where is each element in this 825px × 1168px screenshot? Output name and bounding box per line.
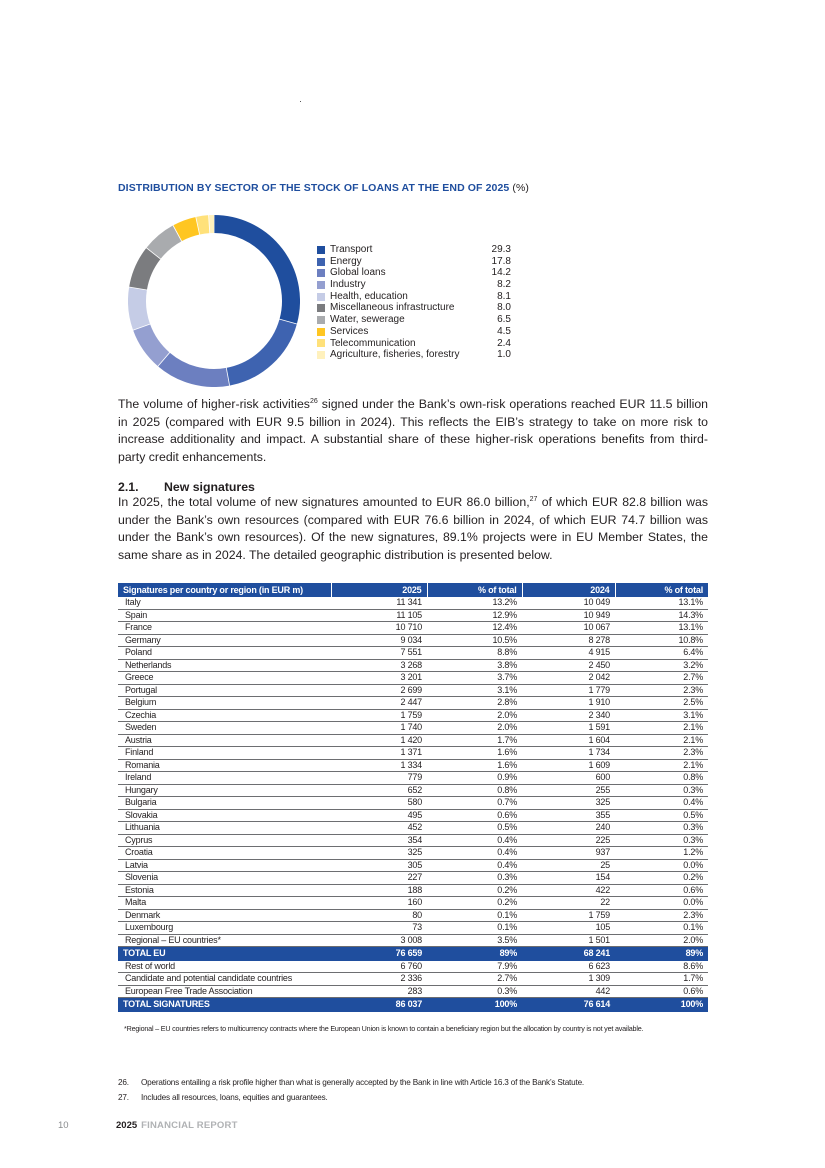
legend-item (317, 349, 511, 361)
table-cell: 10.8% (615, 634, 708, 647)
row-label: Spain (118, 609, 331, 622)
table-cell: 22 (522, 897, 615, 910)
row-label: Germany (118, 634, 331, 647)
table-row (118, 934, 708, 947)
table-cell: 1 759 (331, 709, 427, 722)
row-label: TOTAL SIGNATURES (118, 998, 331, 1012)
table-cell: 0.3% (615, 784, 708, 797)
table-cell: 1 591 (522, 722, 615, 735)
stray-dot (300, 101, 301, 102)
table-cell: 1 779 (522, 684, 615, 697)
row-label: Ireland (118, 772, 331, 785)
table-cell: 495 (331, 809, 427, 822)
table-cell: 10 049 (522, 597, 615, 609)
table-cell: 3.2% (615, 659, 708, 672)
table-cell: 1 371 (331, 747, 427, 760)
column-header: 2024 (522, 583, 615, 597)
table-cell: 0.8% (427, 784, 522, 797)
table-cell: 8.6% (615, 960, 708, 973)
table-cell: 1 420 (331, 734, 427, 747)
table-cell: 154 (522, 872, 615, 885)
legend-swatch (317, 246, 325, 254)
table-cell: 12.4% (427, 622, 522, 635)
row-label: Belgium (118, 697, 331, 710)
table-cell: 0.6% (615, 985, 708, 998)
table-cell: 100% (615, 998, 708, 1012)
section-title: New signatures (164, 480, 255, 494)
row-label: Portugal (118, 684, 331, 697)
table-cell: 8 278 (522, 634, 615, 647)
sector-donut-chart (128, 215, 300, 387)
table-cell: 3.7% (427, 672, 522, 685)
table-cell: 354 (331, 834, 427, 847)
table-cell: 0.3% (427, 872, 522, 885)
table-cell: 2 447 (331, 697, 427, 710)
row-label: Cyprus (118, 834, 331, 847)
table-cell: 73 (331, 922, 427, 935)
table-cell: 160 (331, 897, 427, 910)
row-label: Croatia (118, 847, 331, 860)
legend-swatch (317, 258, 325, 266)
table-cell: 1.2% (615, 847, 708, 860)
table-cell: 13.1% (615, 597, 708, 609)
legend-item (317, 314, 511, 326)
table-cell: 305 (331, 859, 427, 872)
table-row (118, 734, 708, 747)
row-label: Estonia (118, 884, 331, 897)
table-cell: 355 (522, 809, 615, 822)
row-label: Sweden (118, 722, 331, 735)
legend-item (317, 244, 511, 256)
legend-item (317, 256, 511, 268)
table-cell: 1.7% (615, 973, 708, 986)
table-cell: 8.8% (427, 647, 522, 660)
paragraph-text: In 2025, the total volume of new signatures amounted to EUR 86.0 billion, (118, 495, 530, 509)
column-header-country: Signatures per country or region (in EUR m) (118, 583, 331, 597)
table-cell: 3 268 (331, 659, 427, 672)
table-row (118, 709, 708, 722)
table-cell: 2 042 (522, 672, 615, 685)
table-cell: 2 450 (522, 659, 615, 672)
table-row (118, 809, 708, 822)
page-number: 10 (58, 1120, 69, 1131)
table-cell: 1 604 (522, 734, 615, 747)
row-label: Czechia (118, 709, 331, 722)
donut-slice-energy (228, 322, 288, 377)
table-row (118, 847, 708, 860)
table-cell: 2.0% (615, 934, 708, 947)
table-cell: 225 (522, 834, 615, 847)
table-cell: 0.5% (615, 809, 708, 822)
table-cell: 10 067 (522, 622, 615, 635)
total-signatures-row (118, 998, 708, 1012)
table-cell: 10.5% (427, 634, 522, 647)
footer-title: FINANCIAL REPORT (141, 1120, 238, 1131)
table-row (118, 834, 708, 847)
table-cell: 2.7% (427, 973, 522, 986)
table-cell: 3 201 (331, 672, 427, 685)
table-cell: 3.5% (427, 934, 522, 947)
table-row (118, 797, 708, 810)
column-header: 2025 (331, 583, 427, 597)
row-label: Finland (118, 747, 331, 760)
legend-value: 8.1 (497, 290, 511, 302)
column-header: % of total (615, 583, 708, 597)
table-cell: 0.6% (427, 809, 522, 822)
table-cell: 3.8% (427, 659, 522, 672)
table-cell: 0.9% (427, 772, 522, 785)
table-cell: 1 609 (522, 759, 615, 772)
legend-value: 1.0 (497, 349, 511, 361)
table-cell: 1.6% (427, 747, 522, 760)
legend-label: Industry (330, 279, 366, 291)
legend-value: 29.3 (491, 244, 511, 255)
table-row (118, 897, 708, 910)
table-cell: 3 008 (331, 934, 427, 947)
donut-slice-water-sewerage (153, 233, 177, 253)
table-cell: 1 759 (522, 909, 615, 922)
donut-slice-health-education (137, 288, 142, 327)
table-cell: 76 659 (331, 947, 427, 961)
legend-swatch (317, 339, 325, 347)
paragraph-new-signatures (118, 494, 708, 564)
row-label: European Free Trade Association (118, 985, 331, 998)
table-cell: 442 (522, 985, 615, 998)
table-cell: 652 (331, 784, 427, 797)
row-label: Hungary (118, 784, 331, 797)
table-cell: 2.7% (615, 672, 708, 685)
table-cell: 1 501 (522, 934, 615, 947)
footnote-text: Operations entailing a risk profile higher than what is generally accepted by the Bank in line with Article 16.3 of the Bank’s Statute. (141, 1078, 584, 1087)
row-label: Slovenia (118, 872, 331, 885)
table-row (118, 960, 708, 973)
table-cell: 0.1% (615, 922, 708, 935)
donut-slice-miscellaneous-infrastructure (138, 253, 153, 288)
table-cell: 6 623 (522, 960, 615, 973)
table-row (118, 822, 708, 835)
legend-swatch (317, 328, 325, 336)
chart-title-text: DISTRIBUTION BY SECTOR OF THE STOCK OF LOANS AT THE END OF 2025 (118, 182, 510, 194)
table-cell: 1.6% (427, 759, 522, 772)
table-cell: 1.7% (427, 734, 522, 747)
table-cell: 1 740 (331, 722, 427, 735)
table-cell: 6.4% (615, 647, 708, 660)
legend-value: 8.2 (497, 279, 511, 291)
table-cell: 2.1% (615, 734, 708, 747)
legend-swatch (317, 293, 325, 301)
legend-swatch (317, 269, 325, 277)
table-cell: 0.4% (427, 847, 522, 860)
table-row (118, 697, 708, 710)
table-cell: 0.3% (615, 822, 708, 835)
row-label: Lithuania (118, 822, 331, 835)
donut-slice-global-loans (164, 359, 228, 378)
column-header: % of total (427, 583, 522, 597)
table-row (118, 872, 708, 885)
table-cell: 9 034 (331, 634, 427, 647)
table-cell: 452 (331, 822, 427, 835)
table-cell: 0.5% (427, 822, 522, 835)
table-row (118, 659, 708, 672)
table-cell: 283 (331, 985, 427, 998)
table-cell: 11 105 (331, 609, 427, 622)
table-cell: 89% (427, 947, 522, 961)
table-cell: 1 910 (522, 697, 615, 710)
table-row (118, 672, 708, 685)
legend-label: Telecommunication (330, 337, 416, 349)
row-label: Greece (118, 672, 331, 685)
row-label: Denmark (118, 909, 331, 922)
row-label: Rest of world (118, 960, 331, 973)
table-cell: 0.2% (615, 872, 708, 885)
table-cell: 0.0% (615, 859, 708, 872)
table-row (118, 622, 708, 635)
legend-label: Energy (330, 255, 362, 267)
table-row (118, 684, 708, 697)
table-cell: 89% (615, 947, 708, 961)
table-cell: 2.1% (615, 722, 708, 735)
table-cell: 0.2% (427, 884, 522, 897)
table-row (118, 985, 708, 998)
table-cell: 2.5% (615, 697, 708, 710)
section-number: 2.1. (118, 480, 139, 494)
footnote-number: 27. (118, 1093, 129, 1102)
footnote-26 (118, 1075, 584, 1090)
table-row (118, 859, 708, 872)
table-cell: 2 699 (331, 684, 427, 697)
legend-item (317, 326, 511, 338)
table-cell: 0.3% (615, 834, 708, 847)
table-cell: 80 (331, 909, 427, 922)
total-eu-row (118, 947, 708, 961)
legend-swatch (317, 304, 325, 312)
table-cell: 2 340 (522, 709, 615, 722)
footer-year: 2025 (116, 1120, 138, 1131)
signatures-table (118, 583, 708, 1012)
table-cell: 2.3% (615, 747, 708, 760)
table-cell: 76 614 (522, 998, 615, 1012)
table-row (118, 722, 708, 735)
paragraph-text: The volume of higher-risk activities (118, 397, 310, 411)
table-cell: 0.0% (615, 897, 708, 910)
footnotes (118, 1075, 584, 1105)
table-row (118, 634, 708, 647)
footnote-ref-27[interactable]: 27 (529, 495, 538, 503)
table-cell: 10 710 (331, 622, 427, 635)
donut-slice-transport (214, 224, 291, 322)
legend-swatch (317, 281, 325, 289)
legend-label: Miscellaneous infrastructure (330, 302, 455, 314)
legend-value: 8.0 (497, 302, 511, 314)
paragraph-text: of which EUR 82.8 billion was under the Bank’s own resources (compared with EUR 76.6 billion in 2024, of which EUR 74.7 billion was under the Bank’s own resources). Of the new signatures, 89.1% projects were in EU Member States, the same share as in 2024. The detailed geographic distribution is presented below. (118, 495, 709, 562)
table-cell: 6 760 (331, 960, 427, 973)
table-cell: 2.0% (427, 722, 522, 735)
table-cell: 1 309 (522, 973, 615, 986)
table-row (118, 784, 708, 797)
chart-title (118, 182, 529, 194)
legend-item (317, 302, 511, 314)
legend-value: 4.5 (497, 325, 511, 337)
table-cell: 0.1% (427, 909, 522, 922)
table-row (118, 772, 708, 785)
chart-legend (317, 244, 511, 361)
row-label: Romania (118, 759, 331, 772)
table-cell: 7.9% (427, 960, 522, 973)
row-label: Candidate and potential candidate countries (118, 973, 331, 986)
table-cell: 188 (331, 884, 427, 897)
table-cell: 325 (331, 847, 427, 860)
table-row (118, 973, 708, 986)
paragraph-text: signed under the Bank’s own-risk operations reached EUR 11.5 billion in 2025 (compared with EUR 9.5 billion in 2024). This reflects the EIB’s strategy to take on more risk to increase additionality and impact. A substantial share of these higher-risk operations benefits from third-party credit enhancements. (118, 397, 708, 464)
table-cell: 13.1% (615, 622, 708, 635)
table-row (118, 747, 708, 760)
table-cell: 2.3% (615, 909, 708, 922)
table-cell: 7 551 (331, 647, 427, 660)
table-cell: 11 341 (331, 597, 427, 609)
table-cell: 325 (522, 797, 615, 810)
row-label: Slovakia (118, 809, 331, 822)
table-cell: 86 037 (331, 998, 427, 1012)
legend-label: Global loans (330, 267, 386, 279)
table-cell: 0.6% (615, 884, 708, 897)
legend-item (317, 291, 511, 303)
table-cell: 779 (331, 772, 427, 785)
table-cell: 2.0% (427, 709, 522, 722)
row-label: Latvia (118, 859, 331, 872)
legend-value: 6.5 (497, 314, 511, 326)
row-label: Netherlands (118, 659, 331, 672)
row-label: Regional – EU countries* (118, 934, 331, 947)
table-cell: 2.3% (615, 684, 708, 697)
legend-label: Water, sewerage (330, 314, 405, 326)
table-cell: 4 915 (522, 647, 615, 660)
row-label: Malta (118, 897, 331, 910)
legend-label: Services (330, 325, 369, 337)
table-cell: 14.3% (615, 609, 708, 622)
legend-item (317, 338, 511, 350)
paragraph-higher-risk (118, 396, 708, 466)
donut-slice-services (177, 226, 197, 234)
table-row (118, 647, 708, 660)
table-row (118, 922, 708, 935)
legend-swatch (317, 316, 325, 324)
table-cell: 0.2% (427, 897, 522, 910)
donut-slice-industry (142, 327, 164, 359)
table-cell: 3.1% (427, 684, 522, 697)
table-cell: 100% (427, 998, 522, 1012)
table-cell: 1 734 (522, 747, 615, 760)
footnote-ref-26[interactable]: 26 (309, 397, 318, 405)
row-label: Austria (118, 734, 331, 747)
table-cell: 580 (331, 797, 427, 810)
table-header-row (118, 583, 708, 597)
footnote-27 (118, 1090, 584, 1105)
legend-item (317, 267, 511, 279)
table-cell: 3.1% (615, 709, 708, 722)
table-cell: 600 (522, 772, 615, 785)
legend-label: Agriculture, fisheries, forestry (330, 349, 460, 361)
table-cell: 240 (522, 822, 615, 835)
table-cell: 12.9% (427, 609, 522, 622)
legend-swatch (317, 351, 325, 359)
page-footer (58, 1120, 238, 1131)
chart-title-unit: (%) (512, 182, 530, 194)
table-cell: 422 (522, 884, 615, 897)
footnote-text: Includes all resources, loans, equities and guarantees. (141, 1093, 328, 1102)
legend-value: 17.8 (491, 255, 511, 267)
table-cell: 2.1% (615, 759, 708, 772)
table-cell: 1 334 (331, 759, 427, 772)
row-label: Bulgaria (118, 797, 331, 810)
table-cell: 255 (522, 784, 615, 797)
row-label: France (118, 622, 331, 635)
row-label: TOTAL EU (118, 947, 331, 961)
table-cell: 0.7% (427, 797, 522, 810)
row-label: Poland (118, 647, 331, 660)
table-cell: 25 (522, 859, 615, 872)
footnote-number: 26. (118, 1078, 129, 1087)
table-row (118, 609, 708, 622)
table-cell: 0.1% (427, 922, 522, 935)
legend-item (317, 279, 511, 291)
legend-value: 14.2 (491, 267, 511, 279)
row-label: Luxembourg (118, 922, 331, 935)
donut-slice-telecommunication (198, 224, 209, 226)
table-cell: 227 (331, 872, 427, 885)
row-label: Italy (118, 597, 331, 609)
table-cell: 2 336 (331, 973, 427, 986)
table-cell: 0.8% (615, 772, 708, 785)
table-row (118, 759, 708, 772)
table-cell: 0.4% (427, 834, 522, 847)
table-row (118, 597, 708, 609)
table-cell: 13.2% (427, 597, 522, 609)
legend-value: 2.4 (497, 337, 511, 349)
table-cell: 937 (522, 847, 615, 860)
table-cell: 105 (522, 922, 615, 935)
table-note: *Regional – EU countries refers to multicurrency contracts where the European Union is known to contain a beneficiary region but the allocation by country is not yet available. (124, 1024, 644, 1033)
table-cell: 68 241 (522, 947, 615, 961)
legend-label: Transport (330, 244, 373, 255)
table-row (118, 884, 708, 897)
table-cell: 0.3% (427, 985, 522, 998)
table-row (118, 909, 708, 922)
legend-label: Health, education (330, 290, 408, 302)
table-cell: 2.8% (427, 697, 522, 710)
section-heading (118, 480, 255, 494)
table-cell: 0.4% (427, 859, 522, 872)
table-cell: 10 949 (522, 609, 615, 622)
table-cell: 0.4% (615, 797, 708, 810)
